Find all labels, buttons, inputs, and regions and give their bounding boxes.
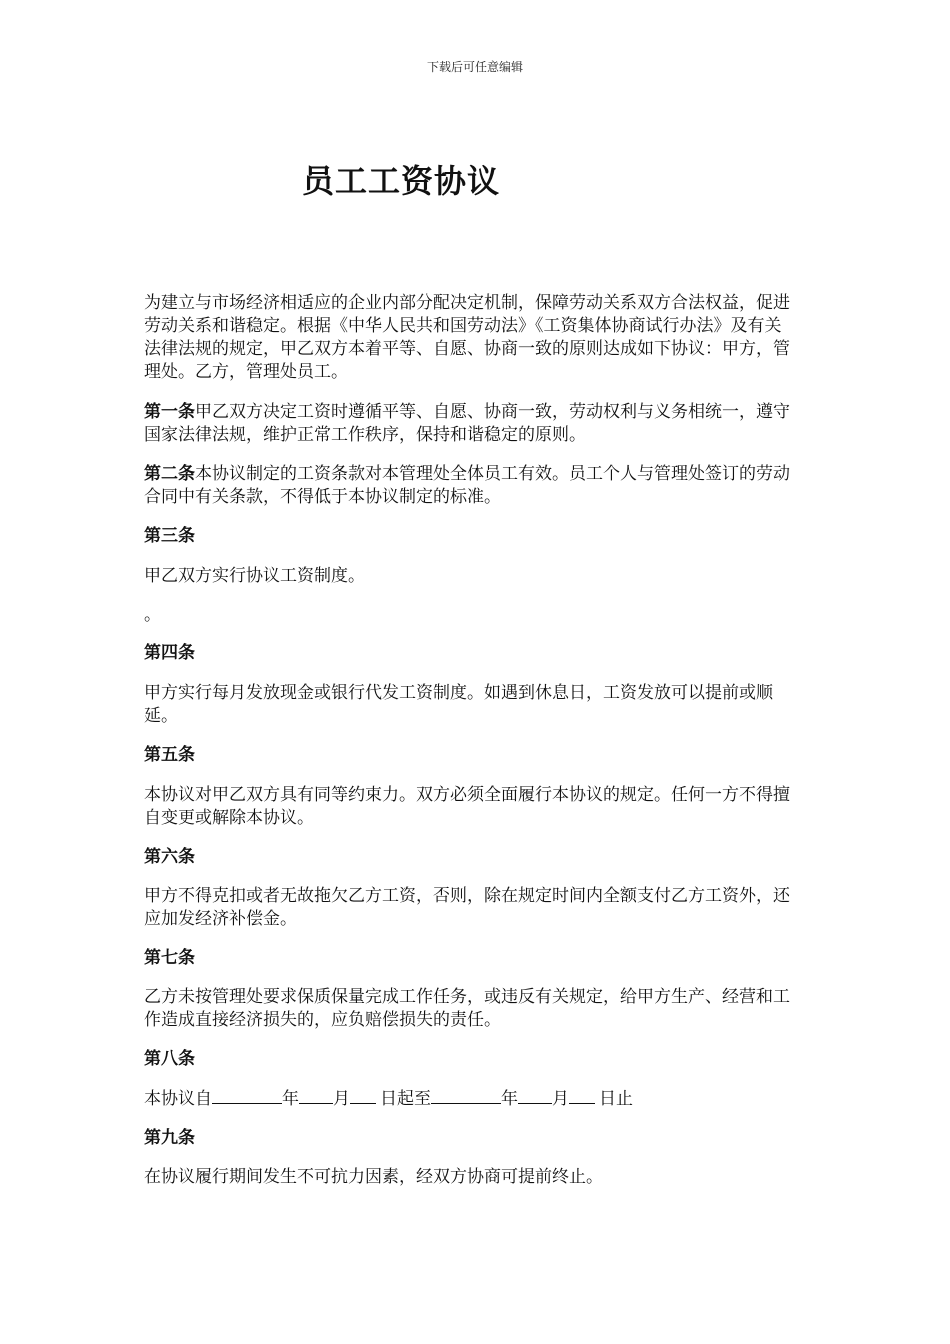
article-9-label: 第九条: [144, 1128, 195, 1148]
article-3-extra: 。: [144, 605, 161, 625]
article-8-prefix: 本协议自: [144, 1089, 212, 1109]
year-end-label: 年: [501, 1089, 518, 1109]
article-5-label: 第五条: [144, 745, 195, 765]
article-4-label: 第四条: [144, 643, 195, 663]
article-1-text: 甲乙双方决定工资时遵循平等、自愿、协商一致，劳动权利与义务相统一，遵守国家法律法规，维护正常工作秩序，保持和谐稳定的原则。: [144, 402, 790, 445]
month-start-label: 月: [333, 1089, 350, 1109]
year-end-blank[interactable]: [431, 1087, 501, 1104]
article-9-text: 在协议履行期间发生不可抗力因素，经双方协商可提前终止。: [144, 1167, 603, 1187]
year-start-blank[interactable]: [212, 1087, 282, 1104]
header-note: 下载后可任意编辑: [426, 60, 523, 74]
article-1-label: 第一条: [144, 402, 195, 422]
article-7-label: 第七条: [144, 948, 195, 968]
article-2-text: 本协议制定的工资条款对本管理处全体员工有效。员工个人与管理处签订的劳动合同中有关条款，不得低于本协议制定的标准。: [144, 464, 790, 507]
article-8-label: 第八条: [144, 1049, 195, 1069]
article-5-text: 本协议对甲乙双方具有同等约束力。双方必须全面履行本协议的规定。任何一方不得擅自变更或解除本协议。: [144, 785, 790, 828]
article-2-label: 第二条: [144, 464, 195, 484]
month-start-blank[interactable]: [299, 1087, 333, 1104]
month-end-label: 月: [552, 1089, 569, 1109]
article-6-label: 第六条: [144, 847, 195, 867]
month-end-blank[interactable]: [518, 1087, 552, 1104]
article-4-text: 甲方实行每月发放现金或银行代发工资制度。如遇到休息日，工资发放可以提前或顺延。: [144, 683, 773, 726]
article-3-label: 第三条: [144, 526, 195, 546]
intro-paragraph: 为建立与市场经济相适应的企业内部分配决定机制，保障劳动关系双方合法权益，促进劳动关系和谐稳定。根据《中华人民共和国劳动法》《工资集体协商试行办法》及有关法律法规的规定，甲乙双方本着平等、自愿、协商一致的原则达成如下协议：甲方，管理处。乙方，管理处员工。: [144, 293, 790, 382]
article-2: [144, 463, 796, 509]
article-7-text: 乙方未按管理处要求保质保量完成工作任务，或违反有关规定，给甲方生产、经营和工作造成直接经济损失的，应负赔偿损失的责任。: [144, 987, 790, 1030]
article-6-text: 甲方不得克扣或者无故拖欠乙方工资，否则，除在规定时间内全额支付乙方工资外，还应加发经济补偿金。: [144, 886, 790, 929]
day-start-label: 日起至: [380, 1089, 431, 1109]
day-end-blank[interactable]: [569, 1087, 595, 1104]
day-start-blank[interactable]: [350, 1087, 376, 1104]
article-1: [144, 401, 796, 447]
document-title: 员工工资协议: [302, 162, 501, 200]
article-3-text: 甲乙双方实行协议工资制度。: [144, 566, 365, 586]
article-8-text: [144, 1087, 796, 1111]
year-start-label: 年: [282, 1089, 299, 1109]
day-end-label: 日止: [599, 1089, 633, 1109]
